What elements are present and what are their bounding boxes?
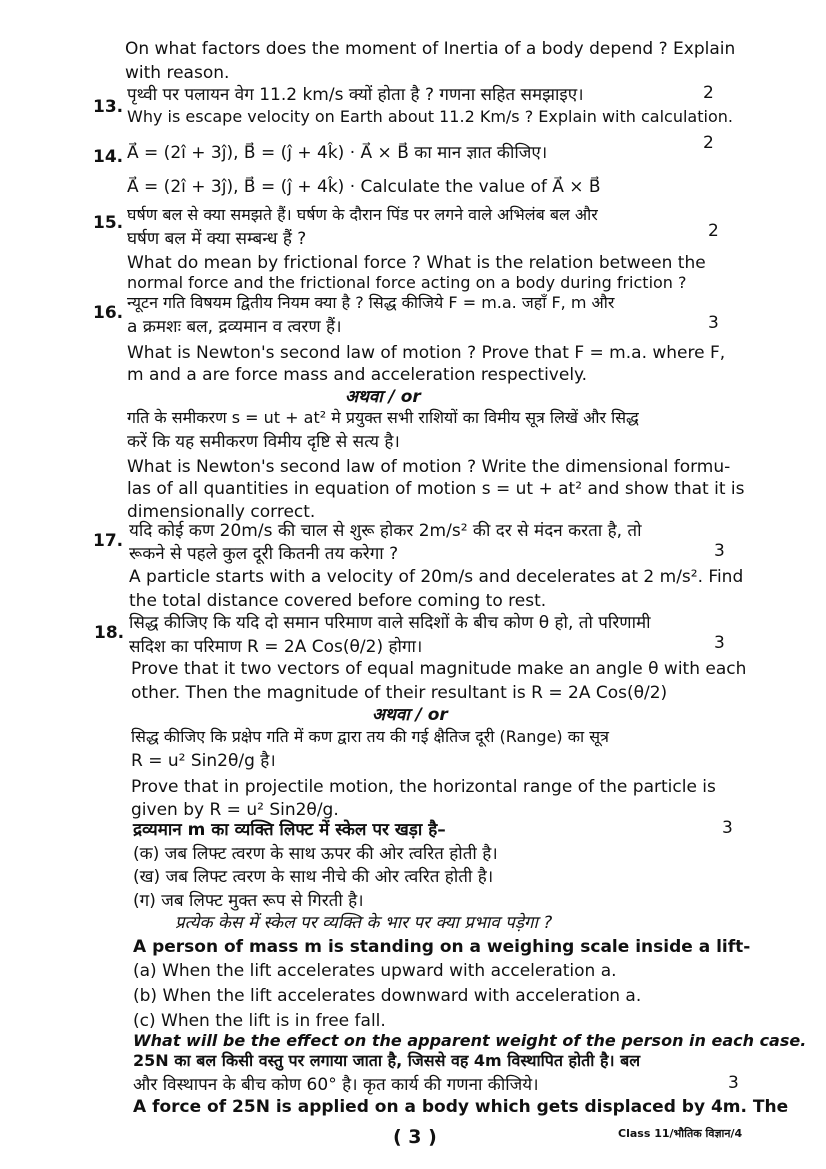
q16-alt-hindi-1: गति के समीकरण s = ut + at² मे प्रयुक्त सभी राशियों का विमीय सूत्र लिखें और सिद्ध	[127, 408, 639, 427]
q13-marks: 2	[703, 83, 714, 103]
q18-english-2: other. Then the magnitude of their resultant is R = 2A Cos(θ/2)	[131, 683, 668, 703]
q15-hindi-2: घर्षण बल में क्या सम्बन्ध हैं ?	[127, 229, 307, 249]
q14-hindi: A⃗ = (2î + 3ĵ), B⃗ = (ĵ + 4k̂) · A⃗ × B⃗ का मान ज्ञात कीजिए।	[127, 143, 548, 163]
q16-english-1: What is Newton's second law of motion ? Prove that F = m.a. where F,	[127, 343, 726, 363]
q17-english-2: the total distance covered before coming to rest.	[129, 591, 547, 611]
q16-hindi-1: न्यूटन गति विषयम द्वितीय नियम क्या है ? सिद्ध कीजिये F = m.a. जहाँ F, m और	[127, 293, 615, 312]
q19-hindi-c: (ग) जब लिफ्ट मुक्त रूप से गिरती है।	[133, 891, 364, 911]
question-number-16: 16.	[93, 303, 124, 323]
q20-hindi-2: और विस्थापन के बीच कोण 60° है। कृत कार्य की गणना कीजिये।	[133, 1075, 539, 1095]
q16-alt-english-3: dimensionally correct.	[127, 502, 316, 522]
q19-english: A person of mass m is standing on a weighing scale inside a lift-	[133, 937, 751, 957]
q20-hindi-1: 25N का बल किसी वस्तु पर लगाया जाता है, जिससे वह 4m विस्थापित होती है। बल	[133, 1051, 641, 1070]
q18-english-1: Prove that it two vectors of equal magnitude make an angle θ with each	[131, 659, 747, 679]
q20-marks: 3	[728, 1073, 739, 1093]
q18-hindi-1: सिद्ध कीजिए कि यदि दो समान परिमाण वाले सदिशों के बीच कोण θ हो, तो परिणामी	[129, 613, 651, 633]
q18-alt-english-1: Prove that in projectile motion, the horizontal range of the particle is	[131, 777, 716, 797]
q18-alt-english-2: given by R = u² Sin2θ/g.	[131, 800, 339, 820]
q14-english: A⃗ = (2î + 3ĵ), B⃗ = (ĵ + 4k̂) · Calculate the value of A⃗ × B⃗	[127, 177, 601, 197]
page-number: ( 3 )	[393, 1126, 437, 1148]
q18-or-separator: अथवा / or	[372, 705, 448, 725]
q16-english-2: m and a are force mass and acceleration respectively.	[127, 365, 588, 385]
q16-alt-english-1: What is Newton's second law of motion ? Write the dimensional formu-	[127, 457, 731, 477]
question-number-15: 15.	[93, 213, 124, 233]
q18-marks: 3	[714, 633, 725, 653]
q14-marks: 2	[703, 133, 714, 153]
q17-marks: 3	[714, 541, 725, 561]
q19-hindi: द्रव्यमान m का व्यक्ति लिफ्ट में स्केल पर खड़ा है–	[133, 820, 446, 840]
question-number-17: 17.	[93, 531, 124, 551]
q18-alt-hindi-2: R = u² Sin2θ/g है।	[131, 751, 276, 771]
q16-hindi-2: a क्रमशः बल, द्रव्यमान व त्वरण हैं।	[127, 317, 342, 337]
q16-alt-hindi-2: करें कि यह समीकरण विमीय दृष्टि से सत्य है।	[127, 432, 400, 452]
q19-english-c: (c) When the lift is in free fall.	[133, 1011, 386, 1031]
question-number-18: 18.	[94, 623, 125, 643]
prev-question-line-1: On what factors does the moment of Inertia of a body depend ? Explain	[125, 39, 736, 59]
q16-or-separator: अथवा / or	[345, 387, 421, 407]
q19-marks: 3	[722, 818, 733, 838]
q19-hindi-question: प्रत्येक केस में स्केल पर व्यक्ति के भार पर क्या प्रभाव पड़ेगा ?	[175, 913, 553, 933]
prev-question-line-2: with reason.	[125, 63, 230, 83]
q13-english: Why is escape velocity on Earth about 11.2 Km/s ? Explain with calculation.	[127, 107, 733, 126]
q15-hindi-1: घर्षण बल से क्या समझते हैं। घर्षण के दौरान पिंड पर लगने वाले अभिलंब बल और	[127, 205, 598, 224]
q15-english-2: normal force and the frictional force acting on a body during friction ?	[127, 273, 687, 292]
q16-marks: 3	[708, 313, 719, 333]
q15-marks: 2	[708, 221, 719, 241]
q17-english-1: A particle starts with a velocity of 20m/s and decelerates at 2 m/s². Find	[129, 567, 744, 587]
q15-english-1: What do mean by frictional force ? What is the relation between the	[127, 253, 706, 273]
q17-hindi-1: यदि कोई कण 20m/s की चाल से शुरू होकर 2m/s² की दर से मंदन करता है, तो	[129, 521, 642, 541]
q19-english-b: (b) When the lift accelerates downward with acceleration a.	[133, 986, 642, 1006]
q19-english-question: What will be the effect on the apparent weight of the person in each case.	[133, 1031, 807, 1050]
question-number-13: 13.	[93, 97, 124, 117]
q19-english-a: (a) When the lift accelerates upward with acceleration a.	[133, 961, 617, 981]
q18-alt-hindi-1: सिद्ध कीजिए कि प्रक्षेप गति में कण द्वारा तय की गई क्षैतिज दूरी (Range) का सूत्र	[131, 727, 609, 746]
q19-hindi-a: (क) जब लिफ्ट त्वरण के साथ ऊपर की ओर त्वरित होती है।	[133, 844, 498, 864]
q13-hindi: पृथ्वी पर पलायन वेग 11.2 km/s क्यों होता है ? गणना सहित समझाइए।	[127, 85, 584, 105]
q19-hindi-b: (ख) जब लिफ्ट त्वरण के साथ नीचे की ओर त्वरित होती है।	[133, 867, 494, 887]
q18-hindi-2: सदिश का परिमाण R = 2A Cos(θ/2) होगा।	[129, 637, 423, 657]
class-subject-code: Class 11/भौतिक विज्ञान/4	[618, 1127, 743, 1140]
q17-hindi-2: रूकने से पहले कुल दूरी कितनी तय करेगा ?	[129, 544, 399, 564]
q16-alt-english-2: las of all quantities in equation of motion s = ut + at² and show that it is	[127, 479, 745, 499]
question-number-14: 14.	[93, 147, 124, 167]
q20-english-1: A force of 25N is applied on a body which gets displaced by 4m. The	[133, 1097, 789, 1117]
